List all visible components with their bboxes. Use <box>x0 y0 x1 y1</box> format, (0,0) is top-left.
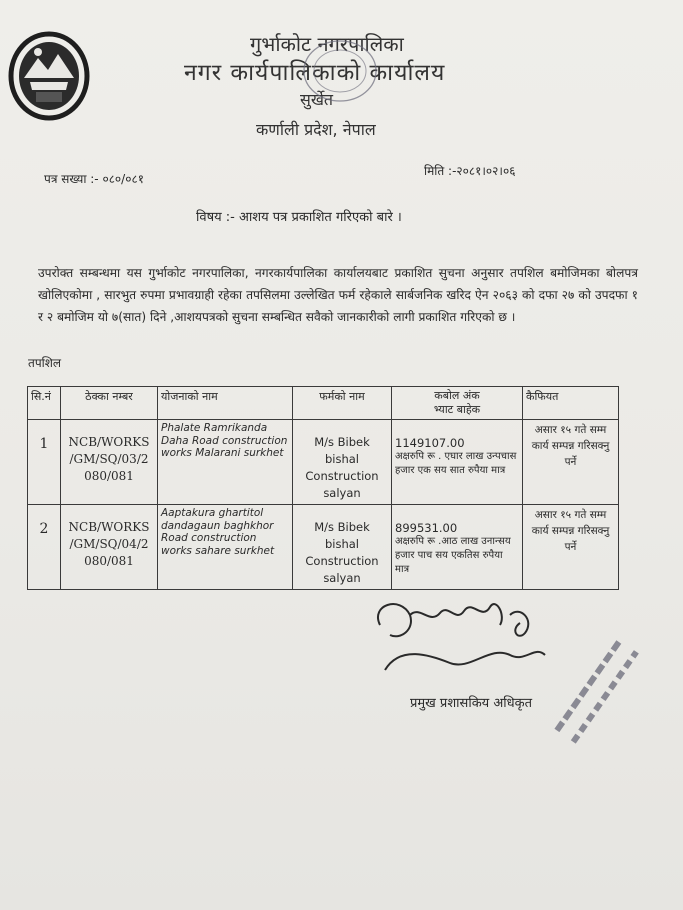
row-contract-no: NCB/WORKS /GM/SQ/04/2 080/081 <box>61 505 158 590</box>
row-bid-words: अक्षरुपि रू .आठ लाख उनान्सय हजार पाच सय एकतिस रुपैया मात्र <box>395 536 511 575</box>
schedule-label: तपशिल <box>28 356 62 370</box>
province-name: कर्णाली प्रदेश, नेपाल <box>256 120 376 139</box>
header-firm: फर्मको नाम <box>293 387 392 420</box>
city-name: सुर्खेत <box>300 90 334 109</box>
municipality-name: गुर्भाकोट नगरपालिका <box>250 32 404 56</box>
table-row <box>28 420 619 505</box>
office-stamp <box>300 36 380 106</box>
table-header-row <box>28 387 619 420</box>
row-bid-amount: 1149107.00 <box>395 436 465 450</box>
municipality-logo <box>8 30 90 126</box>
row-sn: 2 <box>28 505 61 590</box>
row-plan: Aaptakura ghartitol dandagaun baghkhor Road construction works sahare surkhet <box>158 505 293 590</box>
bid-table <box>27 386 619 590</box>
signatory-title: प्रमुख प्रशासकिय अधिकृत <box>410 696 533 711</box>
row-plan: Phalate Ramrikanda Daha Road construction works Malarani surkhet <box>158 420 293 505</box>
header-bid-vat: भ्याट बाहेक <box>433 403 481 416</box>
letter-subject: विषय :- आशय पत्र प्रकाशित गरिएको बारे । <box>196 210 402 225</box>
row-firm: M/s Bibek bishal Construction salyan <box>293 420 392 505</box>
row-remark: असार १५ गते सम्म कार्य सम्पन्न गरिसक्नु पर्ने <box>523 420 619 505</box>
reference-number: पत्र सख्या :- ०८०/०८१ <box>44 172 144 186</box>
row-bid-amount: 899531.00 <box>395 521 458 535</box>
table-row <box>28 505 619 590</box>
header-sn: सि.नं <box>28 387 61 420</box>
letter-date: मिति :-२०८१।०२।०६ <box>424 164 516 178</box>
header-remark: कैफियत <box>523 387 619 420</box>
row-bid-words: अक्षरुपि रू . एघार लाख उन्पचास हजार एक सय सात रुपैया मात्र <box>395 451 517 476</box>
row-sn: 1 <box>28 420 61 505</box>
row-bid <box>392 505 523 590</box>
row-bid <box>392 420 523 505</box>
letter-body: उपरोक्त सम्बन्धमा यस गुर्भाकोट नगरपालिका, नगरकार्यपालिका कार्यालयबाट प्रकाशित सुचना अनुसार तपशिल बमोजिमका बोलपत्र खोलिएकोमा , सारभुत रुपमा प्रभावग्राही रहेका तपसिलमा उल्लेखित फर्म रहेकाले सार्बजनिक खरिद ऐन २०६३ को दफा २७ को उपदफा १ र २ बमोजिम यो ७(सात) दिने ,आशयपत्रको सुचना सम्बन्धित सवैको जानकारीको लागी प्रकाशित गरिएको छ । <box>38 266 638 324</box>
row-firm: M/s Bibek bishal Construction salyan <box>293 505 392 590</box>
row-contract-no: NCB/WORKS /GM/SQ/03/2 080/081 <box>61 420 158 505</box>
row-remark: असार १५ गते सम्म कार्य सम्पन्न गरिसक्नु पर्ने <box>523 505 619 590</box>
header-plan: योजनाको नाम <box>158 387 293 420</box>
header-bid <box>392 387 523 420</box>
header-bid-amount: कबोल अंक <box>434 389 480 402</box>
officer-stamp <box>520 620 670 760</box>
office-name: नगर कार्यपालिकाको कार्यालय <box>184 60 446 86</box>
header-contract: ठेक्का नम्बर <box>61 387 158 420</box>
